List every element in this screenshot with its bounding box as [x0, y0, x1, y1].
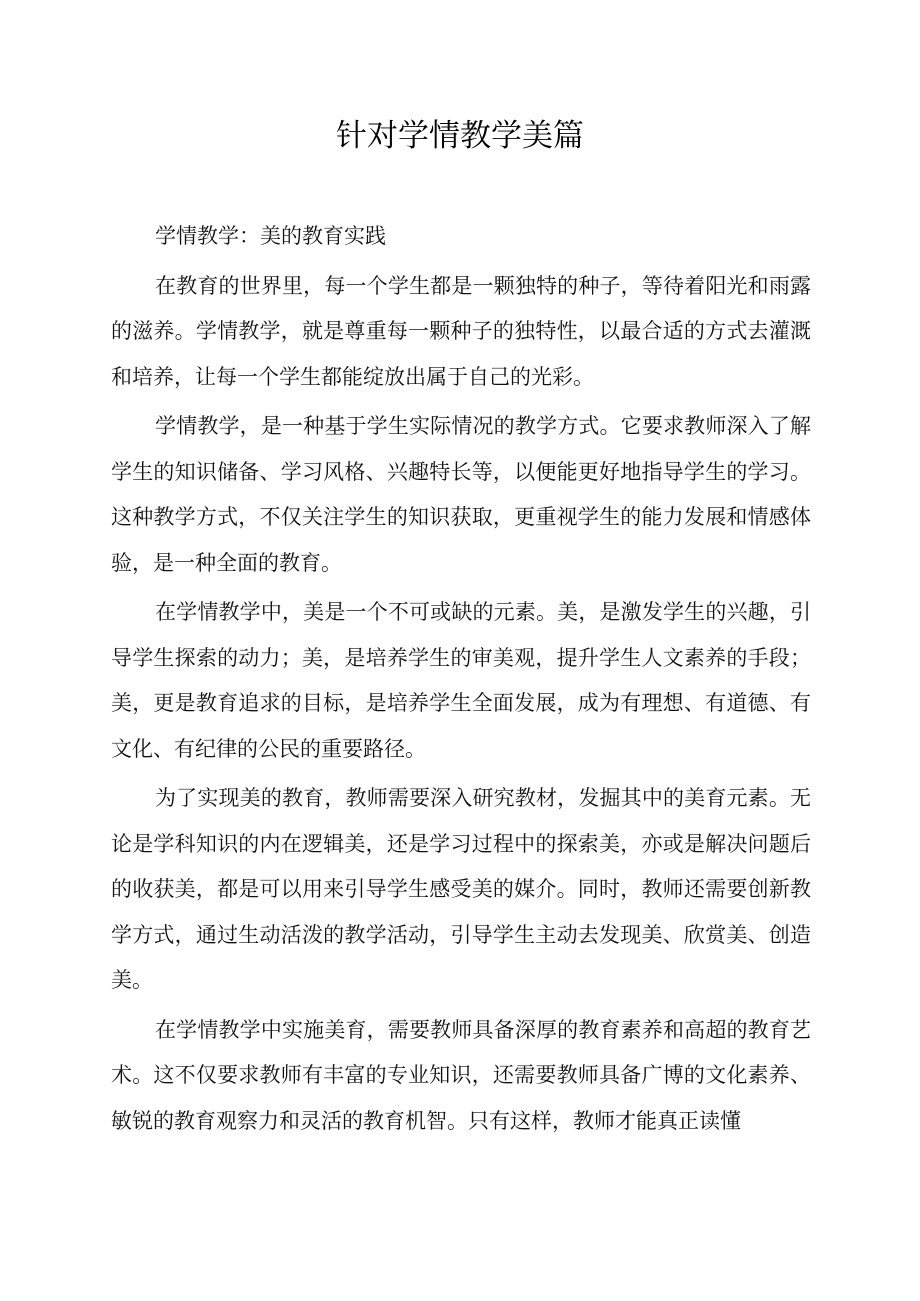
paragraph: 在教育的世界里，每一个学生都是一颗独特的种子，等待着阳光和雨露的滋养。学情教学，就是尊重每一颗种子的独特性，以最合适的方式去灌溉和培养，让每一个学生都能绽放出属于自己的光彩。 [111, 273, 811, 389]
paragraph-subtitle: 学情教学：美的教育实践 [155, 224, 386, 248]
document-title: 针对学情教学美篇 [336, 118, 584, 154]
paragraph: 在学情教学中实施美育，需要教师具备深厚的教育素养和高超的教育艺术。这不仅要求教师有丰富的专业知识，还需要教师具备广博的文化素养、敏锐的教育观察力和灵活的教育机智。只有这样，教师才能真正读懂 [111, 1017, 811, 1133]
document-body [111, 214, 811, 1148]
paragraph: 为了实现美的教育，教师需要深入研究教材，发掘其中的美育元素。无论是学科知识的内在逻辑美，还是学习过程中的探索美，亦或是解决问题后的收获美，都是可以用来引导学生感受美的媒介。同时，教师还需要创新教学方式，通过生动活泼的教学活动，引导学生主动去发现美、欣赏美、创造美。 [111, 786, 811, 992]
paragraph: 在学情教学中，美是一个不可或缺的元素。美，是激发学生的兴趣，引导学生探索的动力；美，是培养学生的审美观，提升学生人文素养的手段；美，更是教育追求的目标，是培养学生全面发展，成为有理想、有道德、有文化、有纪律的公民的重要路径。 [111, 600, 811, 761]
paragraph: 学情教学，是一种基于学生实际情况的教学方式。它要求教师深入了解学生的知识储备、学习风格、兴趣特长等，以便能更好地指导学生的学习。这种教学方式，不仅关注学生的知识获取，更重视学生的能力发展和情感体验，是一种全面的教育。 [111, 414, 811, 575]
